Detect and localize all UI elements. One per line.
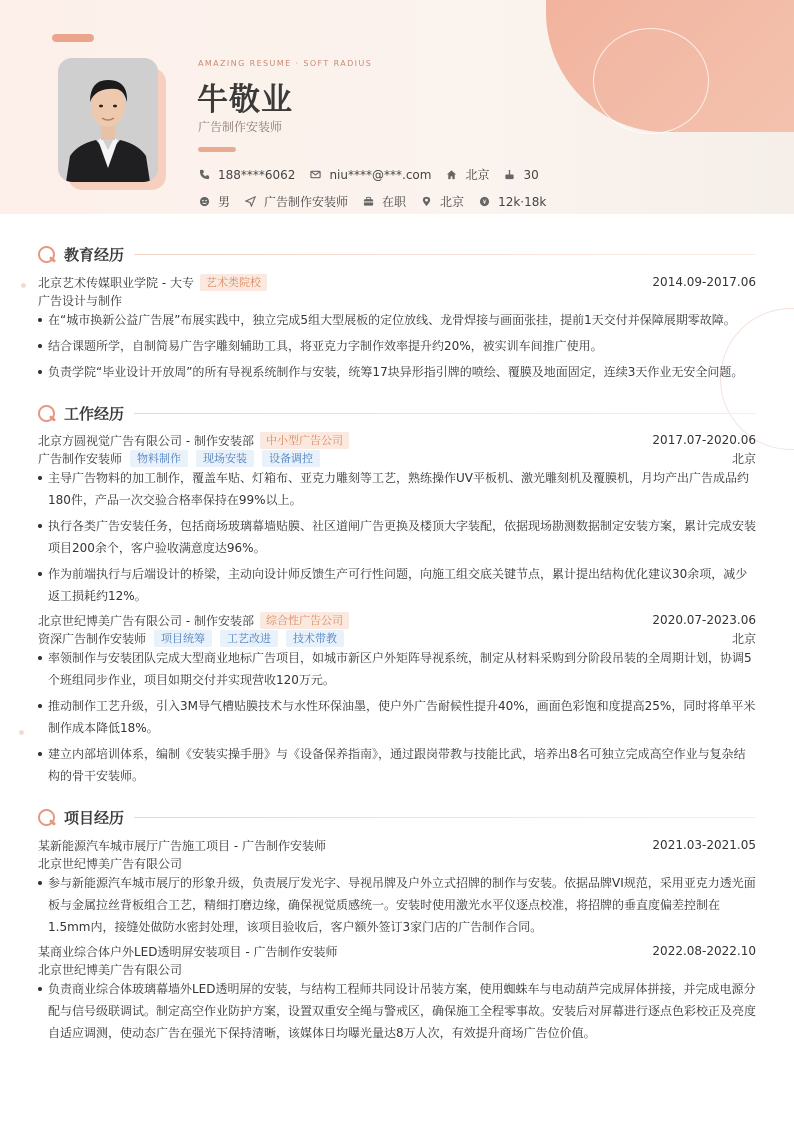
magnifier-icon <box>38 246 56 264</box>
candidate-job-title: 广告制作安装师 <box>198 120 283 134</box>
phone-icon <box>198 169 210 181</box>
email-item <box>309 168 431 182</box>
education-date: 2014.09-2017.06 <box>652 275 756 289</box>
section-title: 教育经历 <box>64 246 125 264</box>
cake-icon <box>503 169 515 181</box>
phone-text: 188****6062 <box>218 167 296 182</box>
header-accent-pill <box>52 34 94 42</box>
project-date: 2022.08-2022.10 <box>652 944 756 958</box>
job-bullet: 推动制作工艺升级，引入3M导气槽贴膜技术与水性环保油墨，使户外广告耐候性提升40%，画面色彩饱和度提高25%，同时将单平米制作成本降低18%。 <box>38 695 756 739</box>
job-company: 北京世纪博美广告有限公司 - 制作安装部 <box>38 613 254 628</box>
job-bullet: 执行各类广告安装任务，包括商场玻璃幕墙贴膜、社区道闸广告更换及楼顶大字装配，依据现场勘测数据制定安装方案，累计完成安装项目200余个，客户验收满意度达96%。 <box>38 515 756 559</box>
education-school-row <box>38 273 756 291</box>
project-title-row <box>38 942 756 960</box>
age-text: 30 <box>523 167 539 182</box>
job-position: 资深广告制作安装师 <box>38 631 147 646</box>
education-bullet: 结合课题所学，自制简易广告字雕刻辅助工具，将亚克力字制作效率提升约20%，被实训车间推广使用。 <box>38 335 756 357</box>
section-divider <box>134 413 756 414</box>
section-projects-header <box>38 807 756 828</box>
home-icon <box>445 169 457 181</box>
contact-info-row <box>198 166 553 183</box>
school-tag: 艺术类院校 <box>200 274 267 291</box>
section-education-header <box>38 244 756 265</box>
section-divider <box>134 254 756 255</box>
skill-tag: 项目统筹 <box>154 630 212 647</box>
skill-tag: 工艺改进 <box>220 630 278 647</box>
gender-text: 男 <box>218 195 231 209</box>
job-bullet: 率领制作与安装团队完成大型商业地标广告项目，如城市新区户外矩阵导视系统，制定从材料采购到分阶段吊装的全周期计划，协调5个班组同步作业，项目如期交付并实现营收120万元。 <box>38 647 756 691</box>
project-company: 北京世纪博美广告有限公司 <box>38 963 183 977</box>
education-major: 广告设计与制作 <box>38 294 123 308</box>
mail-icon <box>309 169 321 181</box>
email-text: niu****@***.com <box>329 167 432 182</box>
money-icon <box>478 196 490 208</box>
title-accent-bar <box>198 147 236 152</box>
company-tag: 中小型广告公司 <box>260 432 349 449</box>
status-text: 在职 <box>382 195 407 209</box>
job-position-row <box>38 629 756 647</box>
age-item <box>503 168 538 182</box>
resume-tagline: AMAZING RESUME · SOFT RADIUS <box>198 59 373 68</box>
job-bullet: 主导广告物料的加工制作，覆盖车贴、灯箱布、亚克力雕刻等工艺，熟练操作UV平板机、激光雕刻机及覆膜机，月均产出广告成品约180件，产品一次交验合格率保持在99%以上。 <box>38 467 756 511</box>
job-city: 北京 <box>731 451 756 466</box>
background-dot <box>21 283 26 288</box>
job-position: 广告制作安装师 <box>38 451 123 466</box>
briefcase-icon <box>362 196 374 208</box>
gender-item <box>198 193 230 210</box>
target-city-item <box>420 193 464 210</box>
education-bullet: 在“城市换新公益广告展”布展实践中，独立完成5组大型展板的定位放线、龙骨焊接与画面张挂，提前1天交付并保障展期零故障。 <box>38 309 756 331</box>
project-date: 2021.03-2021.05 <box>652 838 756 852</box>
job-company-row <box>38 611 756 629</box>
gender-icon <box>198 196 210 208</box>
resume-header <box>0 0 794 214</box>
location-item <box>445 166 489 183</box>
svg-text:¥: ¥ <box>482 197 487 206</box>
skill-tag: 技术带教 <box>286 630 344 647</box>
profile-photo <box>58 58 158 182</box>
project-title: 某新能源汽车城市展厅广告施工项目 - 广告制作安装师 <box>38 838 326 853</box>
job-city: 北京 <box>731 631 756 646</box>
location-text: 北京 <box>465 168 490 182</box>
job-company-row <box>38 431 756 449</box>
section-title: 工作经历 <box>64 405 125 423</box>
status-item <box>362 193 406 210</box>
map-pin-icon <box>420 196 432 208</box>
salary-text: 12k·18k <box>498 194 547 209</box>
section-divider <box>134 817 756 818</box>
section-title: 项目经历 <box>64 809 125 827</box>
target-position-text: 广告制作安装师 <box>264 195 349 209</box>
education-bullet: 负责学院“毕业设计开放周”的所有导视系统制作与安装，统筹17块异形指引牌的喷绘、覆膜及地面固定，连续3天作业无安全问题。 <box>38 361 756 383</box>
phone-item <box>198 168 295 182</box>
job-position-row <box>38 449 756 467</box>
target-position-item <box>244 193 348 210</box>
send-icon <box>244 196 256 208</box>
magnifier-icon <box>38 405 56 423</box>
job-bullet: 作为前端执行与后端设计的桥梁，主动向设计师反馈生产可行性问题，向施工组交底关键节点，累计提出结构优化建议30余项，减少返工损耗约12%。 <box>38 563 756 607</box>
project-title-row <box>38 836 756 854</box>
header-decoration-ring <box>593 28 709 134</box>
background-dot <box>19 730 24 735</box>
company-tag: 综合性广告公司 <box>260 612 349 629</box>
profile-info-row <box>198 193 560 210</box>
skill-tag: 设备调控 <box>262 450 320 467</box>
job-date: 2020.07-2023.06 <box>652 613 756 627</box>
magnifier-icon <box>38 809 56 827</box>
job-date: 2017.07-2020.06 <box>652 433 756 447</box>
project-bullet: 负责商业综合体玻璃幕墙外LED透明屏的安装，与结构工程师共同设计吊装方案，使用蜘蛛车与电动葫芦完成屏体拼接，并完成电源分配与信号级联调试。制定高空作业防护方案，设置双重安全绳与警戒区，确保施工全程零事故。安装后对屏幕进行逐点色彩校正及亮度自适应调测，使动态广告在强光下保持清晰，该媒体日均曝光量达8万人次，有效提升商场广告位价值。 <box>38 978 756 1044</box>
skill-tag: 物料制作 <box>130 450 188 467</box>
project-title: 某商业综合体户外LED透明屏安装项目 - 广告制作安装师 <box>38 944 338 959</box>
project-bullet: 参与新能源汽车城市展厅的形象升级，负责展厅发光字、导视吊牌及户外立式招牌的制作与安装。依据品牌VI规范，采用亚克力透光面板与金属拉丝背板组合工艺，精细打磨边缘，确保视觉质感统一。安装时使用激光水平仪逐点校准，将招牌的垂直度偏差控制在1.5mm内，接缝处做防水密封处理，该项目验收后，客户额外签订3家门店的广告制作合同。 <box>38 872 756 938</box>
skill-tag: 现场安装 <box>196 450 254 467</box>
job-company: 北京方圆视觉广告有限公司 - 制作安装部 <box>38 433 254 448</box>
salary-item <box>478 195 546 209</box>
person-portrait-icon <box>58 58 158 182</box>
project-company: 北京世纪博美广告有限公司 <box>38 857 183 871</box>
target-city-text: 北京 <box>440 195 465 209</box>
job-bullet: 建立内部培训体系，编制《安装实操手册》与《设备保养指南》，通过跟岗带教与技能比武，培养出8名可独立完成高空作业与复杂结构的骨干安装师。 <box>38 743 756 787</box>
school-name: 北京艺术传媒职业学院 - 大专 <box>38 275 194 290</box>
section-work-header <box>38 403 756 424</box>
candidate-name: 牛敬业 <box>197 82 293 118</box>
